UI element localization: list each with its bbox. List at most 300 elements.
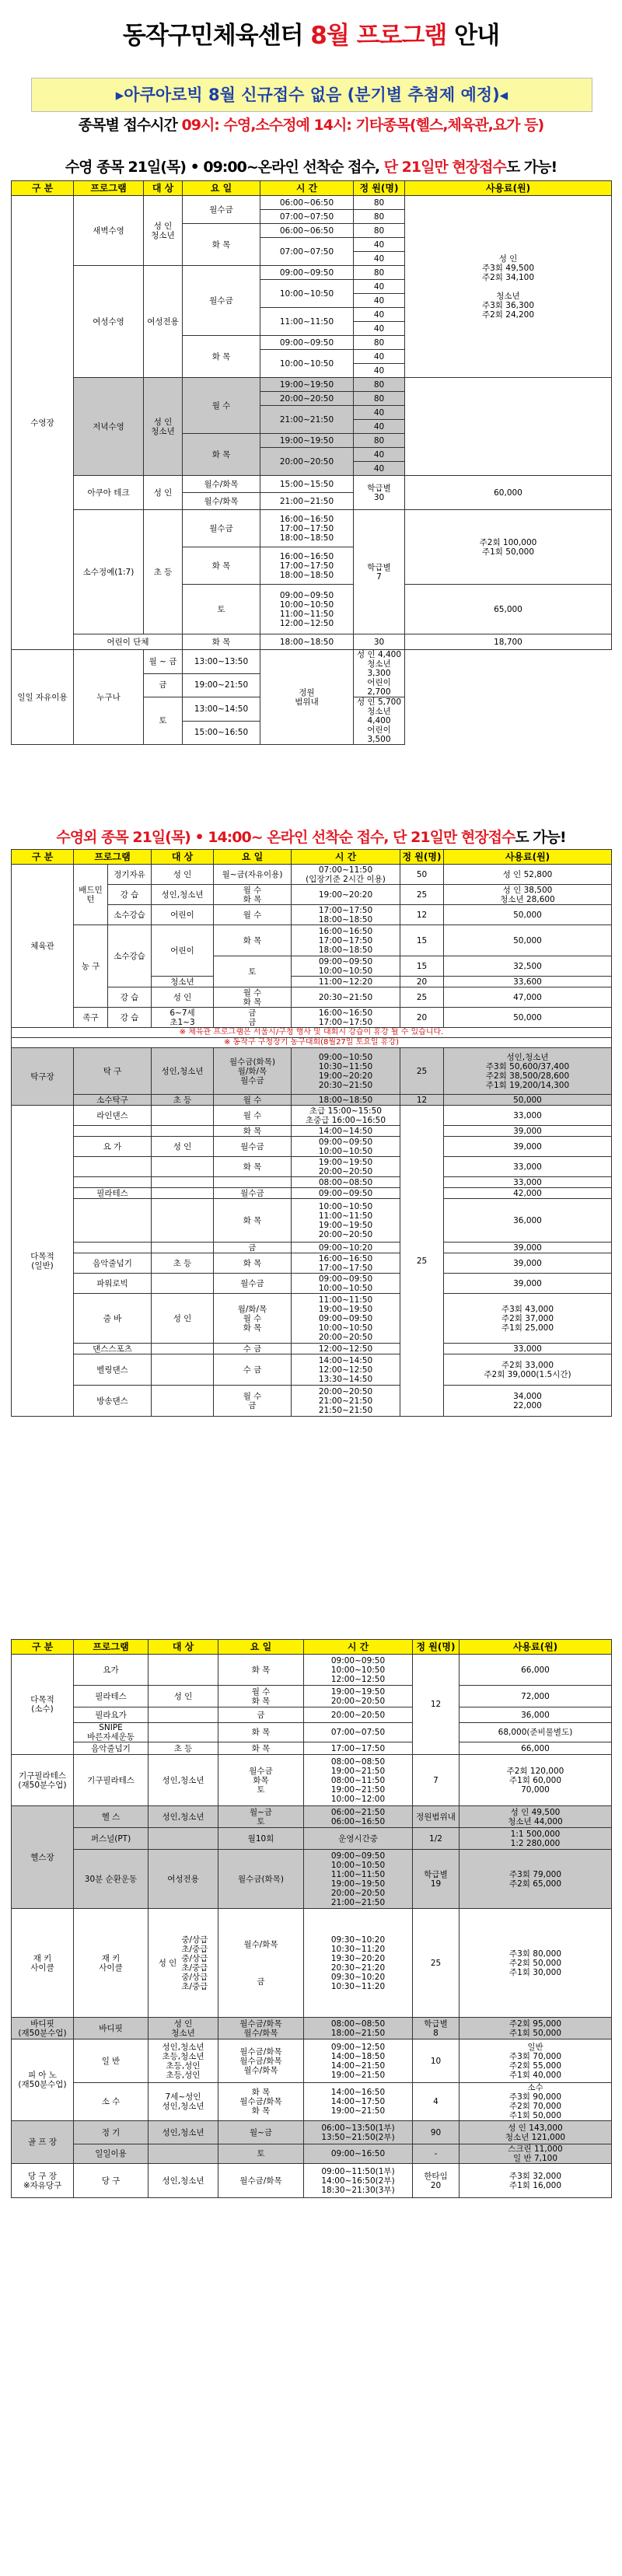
day-cell: 월수금 xyxy=(214,1188,292,1199)
time-cell: 07:00~07:50 xyxy=(304,1723,413,1742)
price-cell: 성 인 143,000 청소년 121,000 xyxy=(460,2121,612,2144)
day-cell: 월 수 화 목 xyxy=(214,885,292,905)
price-cell: 68,000(준비물별도) xyxy=(460,1723,612,1742)
price-cell: 33,000 xyxy=(444,1106,612,1126)
program-cell: 강 습 xyxy=(108,1008,152,1028)
swim-heading xyxy=(11,156,611,177)
time-cell: 21:00~21:50 xyxy=(260,493,354,510)
table-row xyxy=(12,1344,612,1354)
target-cell xyxy=(152,1354,214,1386)
table-row xyxy=(12,1294,612,1344)
day-cell: 월수금 xyxy=(214,1137,292,1157)
target-cell xyxy=(149,1828,218,1850)
price-cell: 33,000 xyxy=(444,1344,612,1354)
sub-cell: 배드민턴 xyxy=(74,865,108,925)
program-cell xyxy=(74,1157,152,1177)
program-cell xyxy=(74,1126,152,1137)
program-cell: 일일이용 xyxy=(74,2144,149,2164)
time-cell: 10:00~10:50 11:00~11:50 19:00~19:50 20:00~20:50 xyxy=(292,1199,400,1243)
category-cell: 헬스장 xyxy=(12,1806,74,1909)
program-cell: 당 구 xyxy=(74,2164,149,2198)
cap-cell: 40 xyxy=(354,420,405,434)
category-cell: 탁구장 xyxy=(12,1048,74,1106)
price-cell: 66,000 xyxy=(460,1742,612,1755)
price-cell: 66,000 xyxy=(460,1655,612,1686)
third-header-row xyxy=(12,1640,612,1655)
time-cell: 16:00~16:50 17:00~17:50 xyxy=(292,1253,400,1274)
cap-cell: 40 xyxy=(354,322,405,336)
cap-cell: 한타임 20 xyxy=(413,2164,460,2198)
program-cell: 댄스스포츠 xyxy=(74,1344,152,1354)
day-cell: 화 목 xyxy=(218,1723,304,1742)
time-cell: 09:00~09:50 10:00~10:50 11:00~11:50 19:00~19:50 20:00~20:50 21:00~21:50 xyxy=(304,1850,413,1909)
time-cell: 20:00~20:50 xyxy=(260,448,354,476)
day-cell: 월 수 xyxy=(214,905,292,925)
day-cell: 금 금 xyxy=(214,1008,292,1028)
cap-cell: 7 xyxy=(413,1755,460,1806)
time-cell: 20:00~20:50 xyxy=(304,1707,413,1723)
target-cell: 성 인 xyxy=(144,476,183,510)
time-cell: 15:00~15:50 xyxy=(260,476,354,493)
cap-cell: 학급별 30 xyxy=(354,476,405,510)
program-cell: 정 기 xyxy=(74,2121,149,2144)
day-cell: 월수금 xyxy=(183,510,260,547)
target-cell xyxy=(152,1274,214,1294)
swim-table xyxy=(11,180,612,745)
program-cell: 저녁수영 xyxy=(74,378,144,476)
price-cell: 주3회 32,000 주1회 16,000 xyxy=(460,2164,612,2198)
day-cell: 월 수 xyxy=(183,378,260,434)
day-cell: 수 금 xyxy=(214,1344,292,1354)
table-row xyxy=(12,1243,612,1253)
target-cell: 어린이 xyxy=(152,905,214,925)
table-row xyxy=(12,1095,612,1106)
cap-cell: 정원범위내 xyxy=(413,1806,460,1828)
col-header: 프로그램 xyxy=(74,181,144,196)
price-cell: 42,000 xyxy=(444,1188,612,1199)
program-cell: 요 가 xyxy=(74,1137,152,1157)
program-cell: 필라요가 xyxy=(74,1707,149,1723)
note-text: ※ 체육관 프로그램은 서울시/구청 행사 및 대회시 강습이 휴강 될 수 있습니다. xyxy=(12,1028,612,1038)
day-cell: 월 수 xyxy=(214,1106,292,1126)
cap-cell: 90 xyxy=(413,2121,460,2144)
level-text: 중/상급 초/중급 중/상급 초/중급 중/상급 초/중급 xyxy=(181,1935,208,1991)
time-cell: 20:00~20:50 21:00~21:50 21:50~21:50 xyxy=(292,1386,400,1417)
day-cell: 월수금/화목 월수/화목 xyxy=(218,2018,304,2039)
table-row xyxy=(12,1742,612,1755)
price-cell: 성 인 주3회 49,500 주2회 34,100 청소년 주3회 36,300 주2회 24,200 xyxy=(405,196,612,378)
day-cell xyxy=(214,1177,292,1188)
table-row xyxy=(12,1707,612,1723)
table-row xyxy=(12,510,612,547)
table-row xyxy=(12,2164,612,2198)
price-cell: 주2회 33,000 주2회 39,000(1.5시간) xyxy=(444,1354,612,1386)
target-cell xyxy=(152,1106,214,1126)
target-cell xyxy=(152,1386,214,1417)
day-cell: 월/화/목 월 수 화 목 xyxy=(214,1294,292,1344)
col-header: 구 분 xyxy=(12,850,74,865)
day-cell: 월 ~ 금 xyxy=(144,650,183,674)
table-row xyxy=(12,1188,612,1199)
time-cell: 18:00~18:50 xyxy=(292,1095,400,1106)
category-cell: 기구필라테스 (재50분수업) xyxy=(12,1755,74,1806)
cap-cell: 40 xyxy=(354,462,405,476)
time-cell: 21:00~21:50 xyxy=(260,406,354,434)
time-cell: 06:00~06:50 xyxy=(260,196,354,210)
price-cell: 소수 주3회 90,000 주2회 70,000 주1회 50,000 xyxy=(460,2083,612,2121)
price-cell: 32,500 xyxy=(444,956,612,977)
time-cell: 17:00~17:50 xyxy=(304,1742,413,1755)
cap-cell: 80 xyxy=(354,224,405,238)
target-cell: 성 인 xyxy=(152,1294,214,1344)
target-cell: 초 등 xyxy=(152,1095,214,1106)
price-cell: 성 인 52,800 xyxy=(444,865,612,885)
swim-heading-a: 수영 종목 21일(목) • 09:00~온라인 선착순 접수, xyxy=(65,159,380,176)
program-cell: 라인댄스 xyxy=(74,1106,152,1126)
day-cell: 월~금(자유이용) xyxy=(214,865,292,885)
col-header: 프로그램 xyxy=(74,850,152,865)
category-cell: 바디핏 (재50분수업) xyxy=(12,2018,74,2039)
day-cell: 월10회 xyxy=(218,1828,304,1850)
col-header: 정 원(명) xyxy=(354,181,405,196)
day-cell: 월수금 화목 토 xyxy=(218,1755,304,1806)
target-cell xyxy=(152,1344,214,1354)
time-cell: 운영시간중 xyxy=(304,1828,413,1850)
time-cell: 16:00~16:50 17:00~17:50 xyxy=(292,1008,400,1028)
cap-cell: 15 xyxy=(400,925,444,956)
price-cell: 1:1 500,000 1:2 280,000 xyxy=(460,1828,612,1850)
time-cell: 초급 15:00~15:50 초중급 16:00~16:50 xyxy=(292,1106,400,1126)
time-cell: 12:00~12:50 xyxy=(292,1344,400,1354)
time-cell: 11:00~12:20 xyxy=(292,977,400,987)
time-cell: 16:00~16:50 17:00~17:50 18:00~18:50 xyxy=(260,547,354,585)
time-cell: 18:00~18:50 xyxy=(260,634,354,650)
time-cell: 15:00~16:50 xyxy=(183,721,260,745)
price-cell: 50,000 xyxy=(444,1008,612,1028)
time-cell: 07:00~07:50 xyxy=(260,210,354,224)
table-row xyxy=(12,1723,612,1742)
col-header: 시 간 xyxy=(292,850,400,865)
day-cell: 금 xyxy=(218,1707,304,1723)
cap-cell: 40 xyxy=(354,252,405,266)
price-cell: 39,000 xyxy=(444,1137,612,1157)
swim-header-row xyxy=(12,181,612,196)
time-cell: 16:00~16:50 17:00~17:50 18:00~18:50 xyxy=(292,925,400,956)
price-cell: 72,000 xyxy=(460,1686,612,1707)
cap-cell: 4 xyxy=(413,2083,460,2121)
price-cell: 33,600 xyxy=(444,977,612,987)
col-header: 사용료(원) xyxy=(460,1640,612,1655)
price-cell: 일반 주3회 70,000 주2회 55,000 주1회 40,000 xyxy=(460,2039,612,2083)
cap-cell: 10 xyxy=(413,2039,460,2083)
cap-cell: 40 xyxy=(354,350,405,364)
target-cell xyxy=(152,1126,214,1137)
target-level-cell xyxy=(149,1909,218,2018)
table-row xyxy=(12,1806,612,1828)
price-cell: 65,000 xyxy=(405,585,612,634)
price-cell: 성 인 38,500 청소년 28,600 xyxy=(444,885,612,905)
cap-cell: 12 xyxy=(400,905,444,925)
cap-cell: 80 xyxy=(354,266,405,280)
dance-body xyxy=(12,1106,612,1417)
program-cell: 음악줄넘기 xyxy=(74,1742,149,1755)
day-cell: 월수/화목 xyxy=(183,493,260,510)
time-cell: 20:30~21:50 xyxy=(292,987,400,1008)
table-row xyxy=(12,1199,612,1243)
table-row xyxy=(12,2144,612,2164)
other-heading-b: 단 21일만 현장접수 xyxy=(393,829,515,846)
target-cell: 여성전용 xyxy=(144,266,183,378)
target-cell: 6~7세 초1~3 xyxy=(152,1008,214,1028)
cap-cell: 40 xyxy=(354,294,405,308)
program-cell: 벨링댄스 xyxy=(74,1354,152,1386)
cap-cell: 학급별 7 xyxy=(354,510,405,634)
cap-cell: 20 xyxy=(400,1008,444,1028)
target-cell: 성 인 청소년 xyxy=(144,196,183,266)
time-cell: 06:00~13:50(1부) 13:50~21:50(2부) xyxy=(304,2121,413,2144)
table-row xyxy=(12,378,612,392)
program-cell: 30분 순환운동 xyxy=(74,1850,149,1909)
cap-cell: 20 xyxy=(400,977,444,987)
target-cell: 성 인 청소년 xyxy=(144,378,183,476)
day-cell: 토 xyxy=(214,956,292,987)
table-row xyxy=(12,1354,612,1386)
program-cell: 여성수영 xyxy=(74,266,144,378)
col-header: 요 일 xyxy=(183,181,260,196)
sub-cell: 족구 xyxy=(74,1008,108,1028)
time-cell: 16:00~16:50 17:00~17:50 18:00~18:50 xyxy=(260,510,354,547)
table-row xyxy=(12,1850,612,1909)
table-row xyxy=(12,925,612,956)
price-cell: 성 인 4,400 청소년 3,300 어린이 2,700 xyxy=(354,650,405,697)
program-cell: 재 키 사이클 xyxy=(74,1909,149,2018)
program-cell: 어린이 단체 xyxy=(74,634,183,650)
price-cell: 성 인 5,700 청소년 4,400 어린이 3,500 xyxy=(354,697,405,745)
cap-cell: 80 xyxy=(354,378,405,392)
day-cell: 월 수 화 목 xyxy=(214,987,292,1008)
target-cell: 성인,청소년 xyxy=(149,1755,218,1806)
day-cell: 월수금(화목) xyxy=(218,1850,304,1909)
title-black: 동작구민체육센터 xyxy=(122,22,303,50)
time-cell: 17:00~17:50 18:00~18:50 xyxy=(292,905,400,925)
intro-swim: 09시: 수영,소수정예 xyxy=(181,117,309,134)
time-cell: 14:00~14:50 12:00~12:50 13:30~14:50 xyxy=(292,1354,400,1386)
table-row xyxy=(12,196,612,210)
cap-cell: 40 xyxy=(354,448,405,462)
time-cell: 09:00~10:20 xyxy=(292,1243,400,1253)
target-cell: 성 인 xyxy=(152,1137,214,1157)
time-cell: 09:30~10:20 10:30~11:20 19:30~20:20 20:30~21:20 09:30~10:20 10:30~11:20 xyxy=(304,1909,413,2018)
price-cell: 주3회 79,000 주2회 65,000 xyxy=(460,1850,612,1909)
price-cell-empty xyxy=(405,378,612,476)
cap-cell: 50 xyxy=(400,865,444,885)
cap-cell: 1/2 xyxy=(413,1828,460,1850)
cap-cell: 40 xyxy=(354,364,405,378)
target-cell: 초 등 xyxy=(144,510,183,634)
price-cell: 주2회 95,000 주1회 50,000 xyxy=(460,2018,612,2039)
target-cell xyxy=(152,1199,214,1243)
col-header: 대 상 xyxy=(152,850,214,865)
time-cell: 09:00~12:50 14:00~18:50 14:00~21:50 19:00~21:50 xyxy=(304,2039,413,2083)
day-cell: 토 xyxy=(144,697,183,745)
time-cell: 09:00~10:50 10:30~11:50 19:00~20:20 20:30~21:50 xyxy=(292,1048,400,1095)
price-cell: 47,000 xyxy=(444,987,612,1008)
intro-line xyxy=(16,114,606,135)
target-cell xyxy=(149,1723,218,1742)
cap-cell: 80 xyxy=(354,392,405,406)
day-cell: 수 금 xyxy=(214,1354,292,1386)
program-cell: 요가 xyxy=(74,1655,149,1686)
day-cell: 월수금 xyxy=(183,196,260,224)
cap-cell: 25 xyxy=(400,1048,444,1095)
cap-cell: 15 xyxy=(400,956,444,977)
day-cell: 화 목 xyxy=(214,1126,292,1137)
day-cell: 월 수 xyxy=(214,1095,292,1106)
target-cell: 성인,청소년 xyxy=(149,2121,218,2144)
price-cell: 39,000 xyxy=(444,1274,612,1294)
cap-cell: 학급별 8 xyxy=(413,2018,460,2039)
category-cell: 골 프 장 xyxy=(12,2121,74,2164)
col-header: 구 분 xyxy=(12,1640,74,1655)
target-cell: 성인,청소년 초등,청소년 초등,성인 초등,성인 xyxy=(149,2039,218,2083)
target-cell: 청소년 xyxy=(152,977,214,987)
table-row xyxy=(12,1828,612,1850)
program-cell: 강 습 xyxy=(108,987,152,1008)
price-cell: 34,000 22,000 xyxy=(444,1386,612,1417)
time-cell: 06:00~06:50 xyxy=(260,224,354,238)
program-cell: 파워로빅 xyxy=(74,1274,152,1294)
col-header: 사용료(원) xyxy=(405,181,612,196)
program-cell: 퍼스널(PT) xyxy=(74,1828,149,1850)
program-cell xyxy=(74,1177,152,1188)
program-cell: 필라테스 xyxy=(74,1188,152,1199)
price-cell: 33,000 xyxy=(444,1157,612,1177)
time-cell: 06:00~21:50 06:00~16:50 xyxy=(304,1806,413,1828)
target-cell: 어린이 xyxy=(152,925,214,977)
price-cell: 18,700 xyxy=(405,634,612,650)
price-cell: 주3회 43,000 주2회 37,000 주1회 25,000 xyxy=(444,1294,612,1344)
page-title xyxy=(0,16,622,51)
target-cell: 성인,청소년 xyxy=(149,1806,218,1828)
table-row xyxy=(12,2039,612,2083)
target-cell: 여성전용 xyxy=(149,1850,218,1909)
col-header: 구 분 xyxy=(12,181,74,196)
day-cell: 월 수 화 목 xyxy=(218,1686,304,1707)
col-header: 사용료(원) xyxy=(444,850,612,865)
price-cell: 스크린 11,000 일 반 7,100 xyxy=(460,2144,612,2164)
other-heading-c: 도 가능! xyxy=(515,829,566,846)
day-cell: 화 목 xyxy=(183,224,260,266)
time-cell: 09:00~11:50(1부) 14:00~16:50(2부) 18:30~21:30(3부) xyxy=(304,2164,413,2198)
time-cell: 08:00~08:50 18:00~21:50 xyxy=(304,2018,413,2039)
price-cell: 60,000 xyxy=(405,476,612,510)
target-cell: 성 인 xyxy=(152,987,214,1008)
program-cell xyxy=(74,1199,152,1243)
table-row xyxy=(12,1157,612,1177)
day-cell: 토 xyxy=(183,585,260,634)
target-cell: 성 인 xyxy=(152,865,214,885)
time-cell: 09:00~16:50 xyxy=(304,2144,413,2164)
table-row xyxy=(12,1126,612,1137)
day-cell: 화 목 xyxy=(183,634,260,650)
time-cell: 20:00~20:50 xyxy=(260,392,354,406)
title-end: 안내 xyxy=(454,22,500,50)
day-cell: 금 xyxy=(214,1243,292,1253)
col-header: 정 원(명) xyxy=(400,850,444,865)
table-row xyxy=(12,1106,612,1126)
target-cell xyxy=(152,1177,214,1188)
program-cell: 줌 바 xyxy=(74,1294,152,1344)
col-header: 시 간 xyxy=(304,1640,413,1655)
cap-cell: 30 xyxy=(354,634,405,650)
price-cell: 주2회 100,000 주1회 50,000 xyxy=(405,510,612,585)
col-header: 시 간 xyxy=(260,181,354,196)
cap-cell: 40 xyxy=(354,308,405,322)
target-cell xyxy=(149,1707,218,1723)
program-cell: 소수강습 xyxy=(108,925,152,987)
category-cell: 당 구 장 ※자유당구 xyxy=(12,2164,74,2198)
day-cell: 토 xyxy=(218,2144,304,2164)
target-cell: 초 등 xyxy=(152,1253,214,1274)
price-cell: 50,000 xyxy=(444,1095,612,1106)
target-cell: 성인,청소년 xyxy=(152,1048,214,1095)
price-cell: 주2회 120,000 주1회 60,000 70,000 xyxy=(460,1755,612,1806)
day-cell: 화 목 xyxy=(218,1742,304,1755)
cap-cell: - xyxy=(413,2144,460,2164)
cap-cell: 40 xyxy=(354,406,405,420)
cap-cell: 12 xyxy=(400,1095,444,1106)
table-row xyxy=(12,2083,612,2121)
col-header: 요 일 xyxy=(214,850,292,865)
day-cell: 월수/화목 xyxy=(183,476,260,493)
program-cell: 음악줄넘기 xyxy=(74,1253,152,1274)
target-cell: 성 인 xyxy=(149,1686,218,1707)
note-text: ※ 동작구 구청장기 농구대회(8월27일 토요일 휴강) xyxy=(12,1038,612,1048)
table-row xyxy=(12,1137,612,1157)
price-cell: 성 인 49,500 청소년 44,000 xyxy=(460,1806,612,1828)
target-cell: 7세~성인 성인,청소년 xyxy=(149,2083,218,2121)
target-text: 성 인 xyxy=(158,1958,177,1968)
day-cell: 월~금 토 xyxy=(218,1806,304,1828)
table-row xyxy=(12,2121,612,2144)
price-cell: 50,000 xyxy=(444,905,612,925)
target-cell: 초 등 xyxy=(149,1742,218,1755)
program-cell: 기구필라테스 xyxy=(74,1755,149,1806)
day-cell: 월~금 xyxy=(218,2121,304,2144)
table-row xyxy=(12,865,612,885)
time-cell: 19:00~19:50 xyxy=(260,378,354,392)
time-cell: 14:00~16:50 14:00~17:50 19:00~21:50 xyxy=(304,2083,413,2121)
col-header: 대 상 xyxy=(149,1640,218,1655)
table-row xyxy=(12,1755,612,1806)
time-cell: 08:00~08:50 19:00~21:50 08:00~11:50 19:00~21:50 10:00~12:00 xyxy=(304,1755,413,1806)
title-red: 8월 프로그램 xyxy=(310,22,447,50)
table-row xyxy=(12,1008,612,1028)
program-cell: 방송댄스 xyxy=(74,1386,152,1417)
cap-cell: 80 xyxy=(354,434,405,448)
cap-cell: 40 xyxy=(354,238,405,252)
table-row xyxy=(12,1386,612,1417)
time-cell: 19:00~19:50 20:00~20:50 xyxy=(304,1686,413,1707)
day-cell: 화 목 xyxy=(214,925,292,956)
other-header-row xyxy=(12,850,612,865)
target-cell xyxy=(152,1188,214,1199)
cap-cell: 80 xyxy=(354,336,405,350)
note-row xyxy=(12,1038,612,1048)
cap-cell: 25 xyxy=(400,885,444,905)
notice-box: ▸아쿠아로빅 8월 신규접수 없음 (분기별 추첨제 예정)◂ xyxy=(31,78,592,112)
time-cell: 09:00~09:50 xyxy=(260,266,354,280)
